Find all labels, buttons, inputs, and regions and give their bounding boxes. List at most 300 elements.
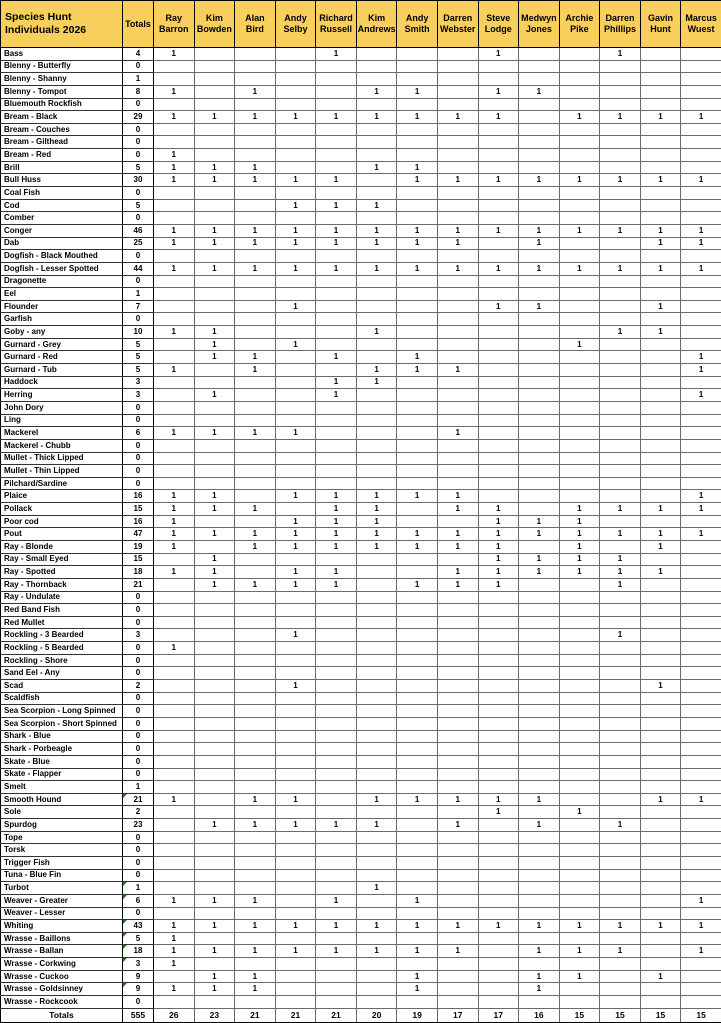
count-cell[interactable] <box>681 869 721 882</box>
count-cell[interactable] <box>397 806 438 819</box>
count-cell[interactable]: 1 <box>235 351 276 364</box>
count-cell[interactable] <box>519 250 560 263</box>
count-cell[interactable] <box>154 414 195 427</box>
count-cell[interactable] <box>194 932 235 945</box>
count-cell[interactable] <box>275 831 316 844</box>
total-cell[interactable]: 0 <box>123 654 154 667</box>
count-cell[interactable]: 1 <box>600 326 641 339</box>
count-cell[interactable] <box>559 642 600 655</box>
count-cell[interactable] <box>316 680 357 693</box>
count-cell[interactable] <box>154 73 195 86</box>
count-cell[interactable] <box>681 515 721 528</box>
count-cell[interactable] <box>478 364 519 377</box>
player-total-cell[interactable]: 23 <box>194 1008 235 1022</box>
count-cell[interactable] <box>397 439 438 452</box>
count-cell[interactable]: 1 <box>600 224 641 237</box>
count-cell[interactable]: 1 <box>519 515 560 528</box>
count-cell[interactable]: 1 <box>600 566 641 579</box>
count-cell[interactable]: 1 <box>559 920 600 933</box>
count-cell[interactable] <box>316 465 357 478</box>
count-cell[interactable]: 1 <box>600 174 641 187</box>
count-cell[interactable] <box>235 831 276 844</box>
count-cell[interactable] <box>316 768 357 781</box>
count-cell[interactable] <box>275 844 316 857</box>
species-cell[interactable]: Trigger Fish <box>1 857 123 870</box>
count-cell[interactable]: 1 <box>356 199 397 212</box>
count-cell[interactable] <box>275 755 316 768</box>
count-cell[interactable] <box>600 414 641 427</box>
count-cell[interactable]: 1 <box>194 338 235 351</box>
count-cell[interactable] <box>154 831 195 844</box>
count-cell[interactable] <box>640 806 681 819</box>
total-cell[interactable]: 5 <box>123 338 154 351</box>
count-cell[interactable] <box>519 642 560 655</box>
count-cell[interactable] <box>235 313 276 326</box>
total-cell[interactable]: 9 <box>123 983 154 996</box>
count-cell[interactable] <box>316 477 357 490</box>
count-cell[interactable] <box>681 616 721 629</box>
count-cell[interactable] <box>437 85 478 98</box>
count-cell[interactable]: 1 <box>437 920 478 933</box>
count-cell[interactable]: 1 <box>154 237 195 250</box>
count-cell[interactable]: 1 <box>478 262 519 275</box>
count-cell[interactable] <box>600 705 641 718</box>
count-cell[interactable] <box>640 705 681 718</box>
count-cell[interactable] <box>397 717 438 730</box>
count-cell[interactable] <box>154 300 195 313</box>
count-cell[interactable]: 1 <box>397 983 438 996</box>
player-header[interactable]: Darren Webster <box>437 1 478 48</box>
count-cell[interactable]: 1 <box>640 237 681 250</box>
count-cell[interactable] <box>681 970 721 983</box>
count-cell[interactable] <box>194 907 235 920</box>
count-cell[interactable] <box>478 73 519 86</box>
count-cell[interactable]: 1 <box>519 566 560 579</box>
count-cell[interactable]: 1 <box>194 819 235 832</box>
count-cell[interactable] <box>316 250 357 263</box>
count-cell[interactable]: 1 <box>640 970 681 983</box>
count-cell[interactable] <box>194 540 235 553</box>
count-cell[interactable] <box>681 288 721 301</box>
count-cell[interactable]: 1 <box>437 237 478 250</box>
count-cell[interactable] <box>681 907 721 920</box>
count-cell[interactable]: 1 <box>316 351 357 364</box>
count-cell[interactable] <box>519 755 560 768</box>
count-cell[interactable] <box>235 869 276 882</box>
count-cell[interactable] <box>640 907 681 920</box>
count-cell[interactable] <box>559 161 600 174</box>
count-cell[interactable] <box>681 439 721 452</box>
count-cell[interactable]: 1 <box>356 161 397 174</box>
count-cell[interactable]: 1 <box>235 540 276 553</box>
count-cell[interactable]: 1 <box>154 932 195 945</box>
count-cell[interactable] <box>559 313 600 326</box>
count-cell[interactable] <box>640 288 681 301</box>
count-cell[interactable] <box>275 781 316 794</box>
count-cell[interactable] <box>397 553 438 566</box>
species-cell[interactable]: Cod <box>1 199 123 212</box>
count-cell[interactable]: 1 <box>681 224 721 237</box>
species-cell[interactable]: Bluemouth Rockfish <box>1 98 123 111</box>
count-cell[interactable] <box>559 326 600 339</box>
count-cell[interactable] <box>356 869 397 882</box>
count-cell[interactable]: 1 <box>275 578 316 591</box>
count-cell[interactable] <box>356 717 397 730</box>
count-cell[interactable]: 1 <box>356 503 397 516</box>
count-cell[interactable] <box>235 300 276 313</box>
count-cell[interactable] <box>640 439 681 452</box>
count-cell[interactable] <box>519 654 560 667</box>
species-cell[interactable]: Blenny - Tompot <box>1 85 123 98</box>
total-cell[interactable]: 0 <box>123 212 154 225</box>
count-cell[interactable] <box>154 730 195 743</box>
count-cell[interactable]: 1 <box>275 528 316 541</box>
count-cell[interactable] <box>194 781 235 794</box>
count-cell[interactable] <box>356 591 397 604</box>
count-cell[interactable] <box>316 857 357 870</box>
count-cell[interactable]: 1 <box>154 503 195 516</box>
count-cell[interactable] <box>397 401 438 414</box>
count-cell[interactable] <box>519 60 560 73</box>
count-cell[interactable]: 1 <box>397 111 438 124</box>
count-cell[interactable]: 1 <box>397 578 438 591</box>
count-cell[interactable] <box>154 869 195 882</box>
count-cell[interactable] <box>478 465 519 478</box>
count-cell[interactable] <box>559 844 600 857</box>
count-cell[interactable] <box>316 275 357 288</box>
count-cell[interactable] <box>600 717 641 730</box>
player-total-cell[interactable]: 15 <box>559 1008 600 1022</box>
count-cell[interactable]: 1 <box>356 540 397 553</box>
total-cell[interactable]: 16 <box>123 515 154 528</box>
count-cell[interactable] <box>640 161 681 174</box>
count-cell[interactable] <box>397 743 438 756</box>
count-cell[interactable] <box>559 364 600 377</box>
count-cell[interactable] <box>275 743 316 756</box>
species-cell[interactable]: Scaldfish <box>1 692 123 705</box>
count-cell[interactable]: 1 <box>275 793 316 806</box>
count-cell[interactable]: 1 <box>600 48 641 61</box>
count-cell[interactable] <box>194 73 235 86</box>
count-cell[interactable]: 1 <box>316 48 357 61</box>
count-cell[interactable] <box>559 743 600 756</box>
species-cell[interactable]: Tuna - Blue Fin <box>1 869 123 882</box>
count-cell[interactable]: 1 <box>356 490 397 503</box>
count-cell[interactable] <box>640 338 681 351</box>
player-total-cell[interactable]: 21 <box>235 1008 276 1022</box>
species-cell[interactable]: Spurdog <box>1 819 123 832</box>
count-cell[interactable] <box>154 578 195 591</box>
count-cell[interactable] <box>519 540 560 553</box>
count-cell[interactable] <box>640 692 681 705</box>
player-total-cell[interactable]: 17 <box>478 1008 519 1022</box>
count-cell[interactable] <box>559 452 600 465</box>
species-cell[interactable]: Eel <box>1 288 123 301</box>
count-cell[interactable] <box>154 351 195 364</box>
count-cell[interactable] <box>640 136 681 149</box>
count-cell[interactable] <box>356 553 397 566</box>
total-cell[interactable]: 0 <box>123 844 154 857</box>
count-cell[interactable]: 1 <box>681 793 721 806</box>
count-cell[interactable] <box>681 250 721 263</box>
count-cell[interactable] <box>478 591 519 604</box>
count-cell[interactable] <box>235 288 276 301</box>
total-cell[interactable]: 0 <box>123 705 154 718</box>
count-cell[interactable] <box>478 288 519 301</box>
count-cell[interactable] <box>681 654 721 667</box>
count-cell[interactable]: 1 <box>194 237 235 250</box>
count-cell[interactable]: 1 <box>478 515 519 528</box>
count-cell[interactable]: 1 <box>397 920 438 933</box>
count-cell[interactable]: 1 <box>640 503 681 516</box>
count-cell[interactable] <box>640 844 681 857</box>
count-cell[interactable]: 1 <box>519 819 560 832</box>
count-cell[interactable] <box>681 755 721 768</box>
count-cell[interactable] <box>478 389 519 402</box>
count-cell[interactable] <box>154 313 195 326</box>
count-cell[interactable] <box>519 439 560 452</box>
count-cell[interactable] <box>235 149 276 162</box>
count-cell[interactable]: 1 <box>356 920 397 933</box>
count-cell[interactable]: 1 <box>640 300 681 313</box>
count-cell[interactable]: 1 <box>275 490 316 503</box>
count-cell[interactable]: 1 <box>356 819 397 832</box>
count-cell[interactable]: 1 <box>478 224 519 237</box>
count-cell[interactable] <box>478 680 519 693</box>
count-cell[interactable] <box>194 996 235 1009</box>
count-cell[interactable] <box>559 755 600 768</box>
count-cell[interactable] <box>640 376 681 389</box>
count-cell[interactable] <box>681 958 721 971</box>
count-cell[interactable]: 1 <box>437 174 478 187</box>
count-cell[interactable] <box>275 894 316 907</box>
total-cell[interactable]: 0 <box>123 831 154 844</box>
count-cell[interactable]: 1 <box>356 528 397 541</box>
count-cell[interactable] <box>519 48 560 61</box>
count-cell[interactable]: 1 <box>478 174 519 187</box>
count-cell[interactable] <box>478 237 519 250</box>
count-cell[interactable] <box>316 338 357 351</box>
total-cell[interactable]: 30 <box>123 174 154 187</box>
count-cell[interactable] <box>681 427 721 440</box>
count-cell[interactable] <box>275 654 316 667</box>
total-cell[interactable]: 0 <box>123 616 154 629</box>
count-cell[interactable] <box>437 932 478 945</box>
count-cell[interactable] <box>397 566 438 579</box>
count-cell[interactable] <box>640 604 681 617</box>
count-cell[interactable]: 1 <box>681 945 721 958</box>
count-cell[interactable] <box>600 970 641 983</box>
count-cell[interactable] <box>275 768 316 781</box>
count-cell[interactable] <box>600 60 641 73</box>
count-cell[interactable] <box>640 465 681 478</box>
species-cell[interactable]: Smelt <box>1 781 123 794</box>
count-cell[interactable] <box>235 566 276 579</box>
count-cell[interactable] <box>275 212 316 225</box>
count-cell[interactable] <box>397 654 438 667</box>
count-cell[interactable] <box>194 288 235 301</box>
total-cell[interactable]: 1 <box>123 882 154 895</box>
count-cell[interactable]: 1 <box>519 553 560 566</box>
species-cell[interactable]: Dragonette <box>1 275 123 288</box>
count-cell[interactable] <box>519 477 560 490</box>
species-cell[interactable]: Brill <box>1 161 123 174</box>
count-cell[interactable] <box>640 477 681 490</box>
count-cell[interactable] <box>559 300 600 313</box>
count-cell[interactable] <box>600 149 641 162</box>
count-cell[interactable] <box>600 73 641 86</box>
total-cell[interactable]: 19 <box>123 540 154 553</box>
count-cell[interactable] <box>356 313 397 326</box>
species-cell[interactable]: Pout <box>1 528 123 541</box>
count-cell[interactable] <box>681 477 721 490</box>
count-cell[interactable] <box>397 667 438 680</box>
count-cell[interactable] <box>437 642 478 655</box>
count-cell[interactable] <box>194 680 235 693</box>
count-cell[interactable]: 1 <box>316 819 357 832</box>
species-cell[interactable]: Whiting <box>1 920 123 933</box>
count-cell[interactable] <box>681 465 721 478</box>
count-cell[interactable] <box>275 503 316 516</box>
count-cell[interactable] <box>154 212 195 225</box>
count-cell[interactable] <box>437 907 478 920</box>
count-cell[interactable]: 1 <box>356 85 397 98</box>
count-cell[interactable] <box>316 705 357 718</box>
count-cell[interactable] <box>437 755 478 768</box>
count-cell[interactable] <box>194 376 235 389</box>
species-cell[interactable]: Flounder <box>1 300 123 313</box>
totals-row-label[interactable]: Totals <box>1 1008 123 1022</box>
count-cell[interactable] <box>681 300 721 313</box>
count-cell[interactable] <box>681 932 721 945</box>
count-cell[interactable] <box>235 553 276 566</box>
count-cell[interactable] <box>600 338 641 351</box>
count-cell[interactable]: 1 <box>235 970 276 983</box>
total-cell[interactable]: 1 <box>123 73 154 86</box>
count-cell[interactable] <box>194 604 235 617</box>
count-cell[interactable] <box>397 591 438 604</box>
count-cell[interactable] <box>559 654 600 667</box>
count-cell[interactable] <box>478 414 519 427</box>
count-cell[interactable] <box>316 692 357 705</box>
count-cell[interactable] <box>316 616 357 629</box>
player-header[interactable]: Steve Lodge <box>478 1 519 48</box>
count-cell[interactable] <box>600 882 641 895</box>
count-cell[interactable] <box>397 768 438 781</box>
count-cell[interactable] <box>600 389 641 402</box>
count-cell[interactable] <box>437 414 478 427</box>
species-cell[interactable]: Bream - Red <box>1 149 123 162</box>
species-cell[interactable]: Torsk <box>1 844 123 857</box>
species-cell[interactable]: Ray - Blonde <box>1 540 123 553</box>
total-cell[interactable]: 1 <box>123 288 154 301</box>
count-cell[interactable]: 1 <box>437 819 478 832</box>
count-cell[interactable]: 1 <box>640 528 681 541</box>
count-cell[interactable]: 1 <box>640 174 681 187</box>
count-cell[interactable] <box>356 275 397 288</box>
species-cell[interactable]: Scad <box>1 680 123 693</box>
count-cell[interactable] <box>640 616 681 629</box>
count-cell[interactable] <box>600 364 641 377</box>
count-cell[interactable] <box>478 187 519 200</box>
count-cell[interactable] <box>559 983 600 996</box>
count-cell[interactable] <box>275 958 316 971</box>
player-header[interactable]: Kim Andrews <box>356 1 397 48</box>
count-cell[interactable] <box>559 60 600 73</box>
count-cell[interactable] <box>275 983 316 996</box>
count-cell[interactable] <box>681 680 721 693</box>
count-cell[interactable] <box>478 604 519 617</box>
count-cell[interactable]: 1 <box>600 578 641 591</box>
count-cell[interactable]: 1 <box>154 85 195 98</box>
player-total-cell[interactable]: 19 <box>397 1008 438 1022</box>
count-cell[interactable] <box>194 642 235 655</box>
count-cell[interactable]: 1 <box>681 262 721 275</box>
count-cell[interactable] <box>316 781 357 794</box>
count-cell[interactable] <box>478 882 519 895</box>
count-cell[interactable]: 1 <box>681 503 721 516</box>
count-cell[interactable] <box>681 452 721 465</box>
player-header[interactable]: Marcus Wuest <box>681 1 721 48</box>
count-cell[interactable] <box>640 351 681 364</box>
player-header[interactable]: Archie Pike <box>559 1 600 48</box>
count-cell[interactable] <box>397 187 438 200</box>
count-cell[interactable]: 1 <box>519 945 560 958</box>
count-cell[interactable] <box>478 654 519 667</box>
count-cell[interactable] <box>559 389 600 402</box>
count-cell[interactable] <box>519 376 560 389</box>
count-cell[interactable] <box>397 755 438 768</box>
count-cell[interactable] <box>316 970 357 983</box>
count-cell[interactable] <box>397 692 438 705</box>
count-cell[interactable]: 1 <box>275 338 316 351</box>
count-cell[interactable]: 1 <box>397 490 438 503</box>
count-cell[interactable] <box>397 199 438 212</box>
count-cell[interactable] <box>478 199 519 212</box>
count-cell[interactable] <box>356 427 397 440</box>
count-cell[interactable] <box>478 490 519 503</box>
count-cell[interactable] <box>194 515 235 528</box>
count-cell[interactable] <box>600 199 641 212</box>
count-cell[interactable] <box>356 351 397 364</box>
count-cell[interactable]: 1 <box>397 970 438 983</box>
species-cell[interactable]: Wrasse - Corkwing <box>1 958 123 971</box>
count-cell[interactable]: 1 <box>275 237 316 250</box>
species-cell[interactable]: Weaver - Lesser <box>1 907 123 920</box>
count-cell[interactable] <box>640 515 681 528</box>
count-cell[interactable] <box>681 60 721 73</box>
count-cell[interactable] <box>478 642 519 655</box>
count-cell[interactable] <box>519 616 560 629</box>
count-cell[interactable] <box>600 427 641 440</box>
species-cell[interactable]: Comber <box>1 212 123 225</box>
count-cell[interactable]: 1 <box>154 642 195 655</box>
count-cell[interactable]: 1 <box>681 351 721 364</box>
total-cell[interactable]: 0 <box>123 642 154 655</box>
player-total-cell[interactable]: 21 <box>275 1008 316 1022</box>
count-cell[interactable]: 1 <box>194 945 235 958</box>
count-cell[interactable] <box>194 364 235 377</box>
count-cell[interactable] <box>478 755 519 768</box>
count-cell[interactable] <box>681 136 721 149</box>
count-cell[interactable]: 1 <box>194 174 235 187</box>
count-cell[interactable] <box>194 98 235 111</box>
count-cell[interactable]: 1 <box>316 503 357 516</box>
count-cell[interactable] <box>154 288 195 301</box>
count-cell[interactable] <box>235 136 276 149</box>
count-cell[interactable] <box>600 616 641 629</box>
count-cell[interactable] <box>397 149 438 162</box>
